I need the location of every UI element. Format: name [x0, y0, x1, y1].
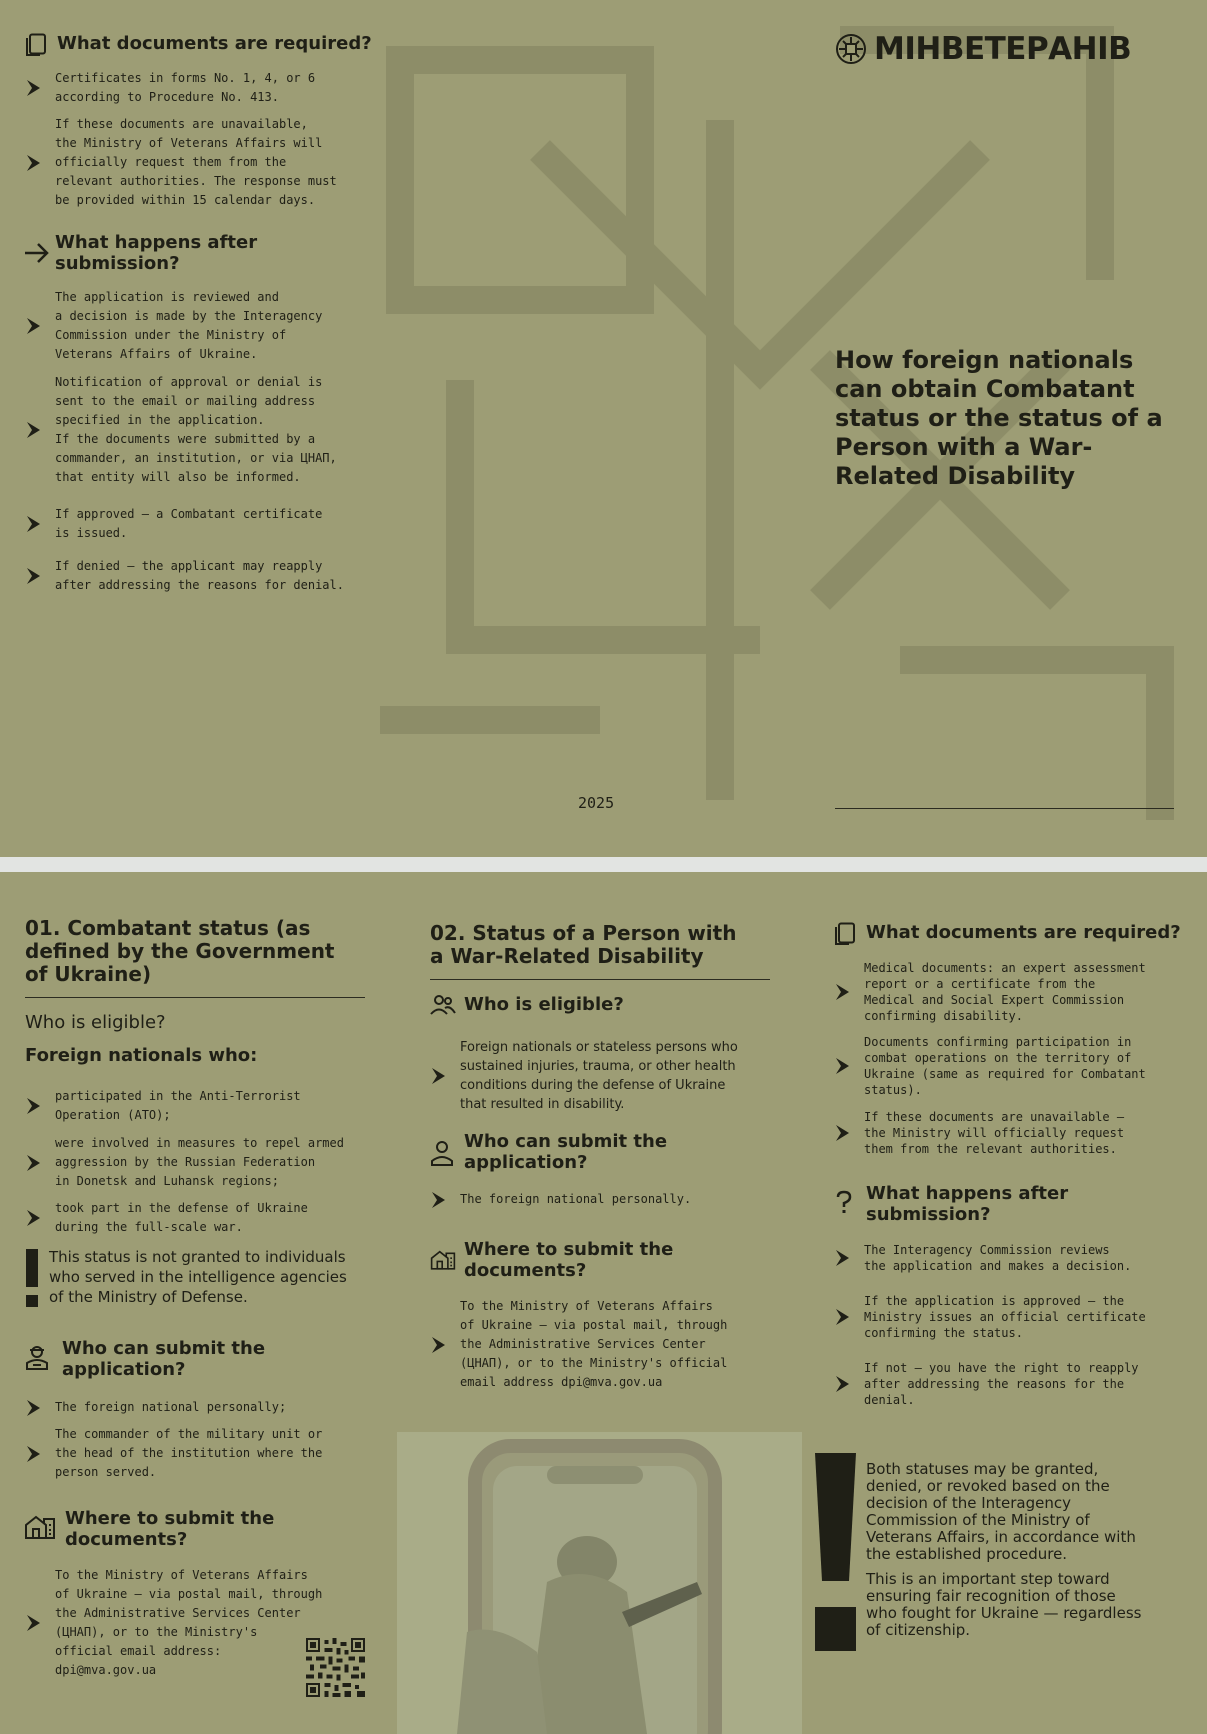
soldier-icon [24, 1344, 50, 1370]
list-item: If these documents are unavailable – the Ministry will officially request them from the relevant authorities. [835, 1109, 1124, 1157]
cover-title: How foreign nationals can obtain Combatant status or the status of a Person with a War-Related Disability [835, 346, 1163, 490]
after-heading: What happens after submission? [55, 232, 258, 274]
chevron-right-icon [26, 80, 43, 96]
combatant-submit-heading: Who can submit the application? [62, 1338, 266, 1380]
disability-eligible-heading: Who is eligible? [464, 994, 624, 1015]
foreign-nationals-heading: Foreign nationals who: [25, 1045, 258, 1066]
recognition-note: This is an important step toward ensuring fair recognition of those who fought for Ukraine — regardless of citizenship. [866, 1570, 1142, 1639]
chevron-right-icon [26, 1615, 43, 1631]
combatant-warning: This status is not granted to individuals who served in the intelligence agencies of the Ministry of Defense. [49, 1248, 347, 1306]
chevron-right-icon [835, 1058, 852, 1074]
statuses-note: Both statuses may be granted, denied, or revoked based on the decision of the Interagency Commission of the Ministry of Veterans Affairs, in accordance with the established procedure. [866, 1460, 1136, 1563]
list-item: The Interagency Commission reviews the application and makes a decision. [835, 1242, 1131, 1274]
chevron-right-icon [26, 318, 43, 334]
list-item: The foreign national personally. [431, 1190, 691, 1209]
exclamation-icon [25, 1249, 39, 1307]
list-item: If not – you have the right to reapply after addressing the reasons for the denial. [835, 1360, 1139, 1408]
document-icon [25, 33, 47, 57]
right-documents-heading: What documents are required? [866, 922, 1181, 943]
chevron-right-icon [26, 1210, 43, 1226]
list-item: Certificates in forms No. 1, 4, or 6 according to Procedure No. 413. [26, 69, 315, 107]
building-icon [24, 1513, 56, 1539]
disability-where-heading: Where to submit the documents? [464, 1239, 674, 1281]
qr-code[interactable] [306, 1638, 365, 1697]
list-item: Medical documents: an expert assessment report or a certificate from the Medical and Social Expert Commission confirming disability. [835, 960, 1146, 1024]
list-item: Notification of approval or denial is sent to the email or mailing address specified in the application. If the documents were submitted by a commander, an institution, or via ЦНАП, that entity will also be informed. [26, 373, 337, 487]
disability-heading: 02. Status of a Person with a War-Related Disability [430, 921, 737, 968]
disability-submit-heading: Who can submit the application? [464, 1131, 668, 1173]
ministry-emblem-icon [834, 32, 868, 66]
chevron-right-icon [26, 516, 43, 532]
combatant-heading: 01. Combatant status (as defined by the Government of Ukraine) [25, 916, 335, 986]
list-item: participated in the Anti-Terrorist Operation (ATO); [26, 1087, 301, 1125]
chevron-right-icon [835, 1250, 852, 1266]
soldier-phone-photo [397, 1432, 802, 1734]
list-item: If these documents are unavailable, the Ministry of Veterans Affairs will officially request them from the relevant authorities. The response must be provided within 15 calendar days. [26, 115, 337, 210]
chevron-right-icon [835, 1309, 852, 1325]
list-item: Documents confirming participation in combat operations on the territory of Ukraine (same as required for Combatant status). [835, 1034, 1146, 1098]
year-label: 2025 [578, 794, 615, 812]
chevron-right-icon [26, 1446, 43, 1462]
chevron-right-icon [26, 1155, 43, 1171]
right-after-heading: What happens after submission? [866, 1183, 1069, 1225]
documents-heading: What documents are required? [57, 33, 372, 54]
document-icon [834, 922, 856, 946]
chevron-right-icon [431, 1192, 448, 1208]
list-item: To the Ministry of Veterans Affairs of Ukraine – via postal mail, through the Administrative Services Center (ЦНАП), or to the Ministry's official email address dpi@mva.gov.ua [431, 1297, 727, 1392]
question-icon [835, 1190, 853, 1216]
list-item: To the Ministry of Veterans Affairs of Ukraine – via postal mail, through the Administrative Services Center (ЦНАП), or to the Ministry's official email address: dpi@mva.gov.ua [26, 1566, 322, 1680]
chevron-right-icon [431, 1068, 448, 1084]
combatant-divider [25, 997, 365, 998]
person-icon [430, 1140, 454, 1166]
cover-divider [835, 808, 1174, 809]
brochure-outside-page [0, 0, 1207, 857]
combatant-where-heading: Where to submit the documents? [65, 1508, 275, 1550]
list-item: were involved in measures to repel armed aggression by the Russian Federation in Donetsk and Luhansk regions; [26, 1134, 344, 1191]
list-item: If denied – the applicant may reapply after addressing the reasons for denial. [26, 557, 344, 595]
chevron-right-icon [26, 155, 43, 171]
people-icon [430, 994, 456, 1016]
exclamation-icon [813, 1453, 858, 1653]
list-item: If approved – a Combatant certificate is issued. [26, 505, 322, 543]
list-item: The foreign national personally; [26, 1398, 286, 1417]
building-icon [430, 1248, 456, 1270]
chevron-right-icon [26, 568, 43, 584]
list-item: took part in the defense of Ukraine during the full-scale war. [26, 1199, 308, 1237]
chevron-right-icon [26, 422, 43, 438]
chevron-right-icon [835, 1376, 852, 1392]
list-item: Foreign nationals or stateless persons who sustained injuries, trauma, or other health conditions during the defense of Ukraine that resulted in disability. [431, 1038, 738, 1114]
list-item: The commander of the military unit or the head of the institution where the person served. [26, 1425, 322, 1482]
chevron-right-icon [431, 1337, 448, 1353]
chevron-right-icon [835, 1125, 852, 1141]
chevron-right-icon [835, 984, 852, 1000]
disability-divider [430, 979, 770, 980]
page-separator [0, 857, 1207, 872]
arrow-right-icon [24, 242, 50, 264]
list-item: The application is reviewed and a decision is made by the Interagency Commission under the Ministry of Veterans Affairs of Ukraine. [26, 288, 322, 364]
combatant-eligible-heading: Who is eligible? [25, 1012, 166, 1033]
brochure-inside-page [0, 872, 1207, 1734]
chevron-right-icon [26, 1400, 43, 1416]
list-item: If the application is approved – the Ministry issues an official certificate confirming the status. [835, 1293, 1146, 1341]
brand-logo-text: МІНВЕТЕРАНІВ [874, 31, 1132, 67]
chevron-right-icon [26, 1098, 43, 1114]
